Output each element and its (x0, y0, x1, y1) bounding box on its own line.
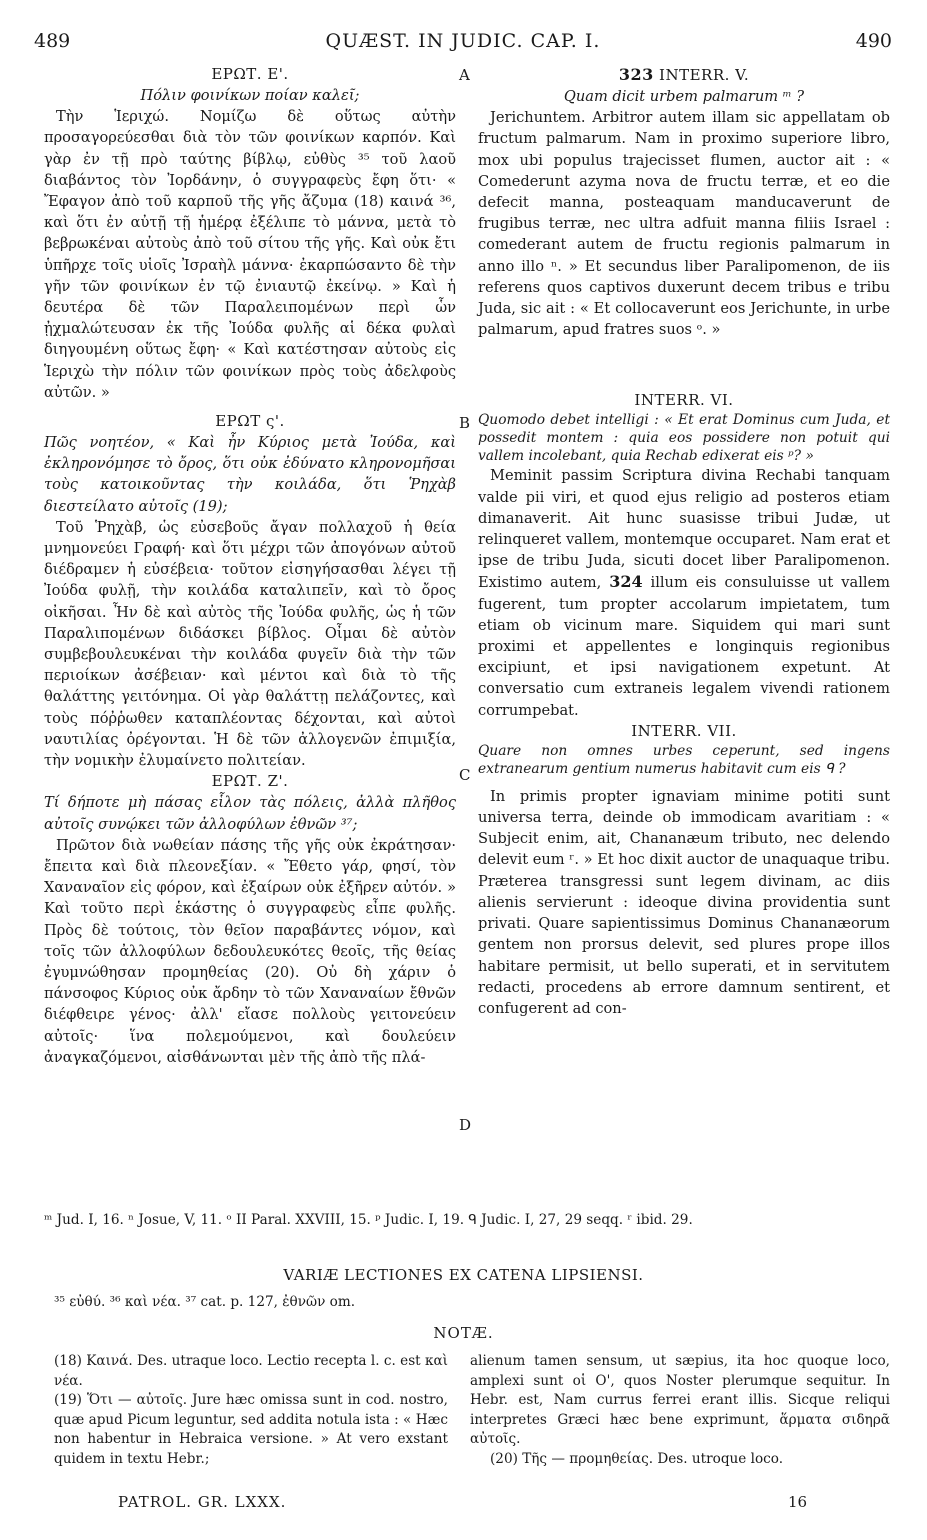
margin-letter-b: B (459, 414, 471, 432)
margin-letter-d: D (459, 1116, 472, 1134)
running-title: QUÆST. IN JUDIC. CAP. I. (325, 30, 601, 52)
scripture-references: ᵐ Jud. I, 16. ⁿ Josue, V, 11. ᵒ II Paral. XXVIII, 15. ᵖ Judic. I, 19. ᑫ Judic. I, 27, 29 seqq. ʳ ibid. 29. (44, 1212, 693, 1228)
signature-mark: 16 (788, 1493, 808, 1511)
margin-letter-a: A (459, 66, 470, 84)
greek-q5-answer: Τὴν Ἱεριχώ. Νομίζω δὲ οὕτως αὐτὴν προσαγορεύεσθαι διὰ τὸν τῶν φοινίκων καρπόν. Καὶ γὰρ ἐν τῇ πρὸ ταύτης βίβλῳ, εὐθὺς ³⁵ τοῦ λαοῦ διαβάντος τὸν Ἰορδάνην, ὁ συγγραφεὺς ἔφη ὅτι· « Ἔφαγον ἀπὸ τοῦ καρποῦ τῆς γῆς ἄζυμα (18) καινά ³⁶, καὶ ὅτι ἐν αὐτῇ τῇ ἡμέρᾳ ἐξέλιπε τὸ μάννα, μετὰ τὸ βεβρωκέναι αὐτοὺς ἀπὸ τοῦ σίτου τῆς γῆς. Καὶ οὐκ ἔτι ὑπῆρχε τοῖς υἱοῖς Ἰσραὴλ μάννα· ἐκαρπώσαντο δὲ τὴν γῆν τῶν φοινίκων ἐν τῷ ἐνιαυτῷ ἐκείνῳ. » Καὶ ἡ δευτέρα δὲ τῶν Παραλειπομένων περὶ ὧν ᾐχμαλώτευσαν ἐκ τῆς Ἰούδα φυλῆς αἱ δέκα φυλαὶ διηγουμένη οὕτως ἔφη· « Καὶ κατέστησαν αὐτοὺς εἰς Ἱεριχὼ τὴν πόλιν τῶν φοινίκων πρὸς τοὺς ἀδελφοὺς αὐτῶν. » (44, 108, 456, 401)
latin-q6-answer (478, 465, 890, 720)
column-number-323: 323 (618, 65, 654, 84)
greek-column (44, 64, 456, 1068)
page-number-left: 489 (34, 30, 71, 52)
notae-heading: NOTÆ. (433, 1324, 494, 1342)
latin-q5-question: Quam dicit urbem palmarum ᵐ ? (563, 88, 805, 105)
greek-q7-answer: Πρῶτον διὰ νωθείαν πάσης τῆς γῆς οὐκ ἐκράτησαν· ἔπειτα καὶ διὰ πλεονεξίαν. « Ἔθετο γάρ, φησί, τὸν Χαναναῖον εἰς φόρον, καὶ ἐξαίρων οὐκ ἐξῆρεν αὐτόν. » Καὶ τοῦτο περὶ ἑκάστης ὁ συγγραφεὺς εἶπε φυλῆς. Πρὸς δὲ τούτοις, τὸν θεῖον παραβάντες νόμον, καὶ τοῖς τῶν ἀλλοφύλων δεδουλευκότες θεοῖς, τῆς θείας ἐγυμνώθησαν προμηθείας (20). Οὐ δὴ χάριν ὁ πάνσοφος Κύριος οὐκ ἄρδην τὸ τῶν Χαναναίων ἔθνῶν διέφθειρε γένος· ἀλλ' εἴασε πολλοὺς γειτονεύειν αὐτοῖς· ἵνα πολεμούμενοι, καὶ δουλεύειν ἀναγκαζόμενοι, αἰσθάνωνται μὲν τῆς ἀπὸ τῆς πλά- (44, 836, 456, 1066)
margin-letter-c: C (459, 766, 471, 784)
series-footer: PATROL. GR. LXXX. (118, 1493, 287, 1511)
latin-q6-answer-part-2: illum eis consuluisse ut vallem fugerent, tum propter accolarum impietatem, tum etiam ob vicinum mare. Siquidem qui mari sunt proximi et appellentes e longinquis regionibus excipiunt, et ipsi navigationem expetunt. At conversatio cum extraneis legalem vivendi rationem corrumpebat. (478, 574, 890, 719)
running-head (34, 30, 892, 60)
variae-lectiones-line: ³⁵ εὐθύ. ³⁶ καὶ νέα. ³⁷ cat. p. 127, ἐθνῶν om. (54, 1294, 356, 1310)
latin-q7-answer: In primis propter ignaviam minime potiti sunt universa terra, deinde ob immodicam avaritiam : « Subjecit enim, ait, Chananæum tributo, nec delendo delevit eum ʳ. » Et hoc dixit auctor de unaquaque tribu. Præterea transgressi sunt legem divinam, ac diis alienis servierunt : ideoque divina providentia sunt privati. Quare sapientissimus Dominus Chananæorum gentem non prorsus delevit, sed plures prope illos habitare permisit, ut bello superati, et in servitutem redacti, procedens ab errore damnum sentirent, et confugerent ad con- (478, 787, 890, 1017)
latin-q6-answer-part-1: Meminit passim Scriptura divina Rechabi tanquam valde pii viri, et quod ejus religio ad posteros etiam dimanaverit. Ait hunc suasisse tribui Judæ, ut relinqueret vallem, montemque occuparet. Nam erat et ipse de tribu Juda, sicuti docet liber Paralipomenon. Existimo autem, (478, 467, 890, 592)
latin-q6-heading: INTERR. VI. (634, 391, 734, 410)
greek-q7-heading: ΕΡΩΤ. Ζ'. (211, 772, 289, 791)
column-number-324: 324 (609, 572, 643, 592)
greek-q6-heading: ΕΡΩΤ ς'. (215, 412, 285, 431)
latin-q5-heading: INTERR. V. (659, 66, 750, 84)
note-19: (19) Ὅτι — αὐτοῖς. Jure hæc omissa sunt in cod. nostro, quæ apud Picum leguntur, sed addita notula ista : « Hæc non habentur in Hebraica versione. » At vero exstant quidem in textu Hebr.; (54, 1392, 448, 1467)
notes-left-column (54, 1352, 448, 1469)
latin-q7-question: Quare non omnes urbes ceperunt, sed ingens extranearum gentium numerus habitavit cum eis ᑫ ? (478, 742, 890, 777)
latin-q7-heading: INTERR. VII. (631, 721, 737, 740)
latin-q5-heading-line (478, 64, 890, 86)
greek-q6-question: Πῶς νοητέον, « Καὶ ἦν Κύριος μετὰ Ἰούδα, καὶ ἐκληρονόμησε τὸ ὄρος, ὅτι οὐκ ἐδύνατο κληρονομῆσαι τοὺς κατοικοῦντας τὴν κοιλάδα, ὅτι Ῥηχὰβ διεστείλατο αὐτοῖς (19); (44, 434, 456, 515)
page-number-right: 490 (855, 30, 892, 52)
notes-right-column (470, 1352, 890, 1469)
greek-q6-answer: Τοῦ Ῥηχὰβ, ὡς εὐσεβοῦς ἄγαν πολλαχοῦ ἡ θεία μνημονεύει Γραφή· καὶ ὅτι μέχρι τῶν ἀπογόνων αὐτοῦ διέδραμεν ἡ εὐσέβεια· τοῦτον εἰσηγήσασθαι λέγει τῇ Ἰούδα φυλῇ, τὴν κοιλάδα καταλιπεῖν, καὶ τὸ ὄρος οἰκῆσαι. Ἦν δὲ καὶ αὐτὸς τῆς Ἰούδα φυλῆς, ὡς ἡ τῶν Παραλιπομένων διδάσκει βίβλος. Οἶμαι δὲ αὐτὸν συμβεβουλευκέναι τὴν κοιλάδα φυγεῖν διὰ τὴν τῶν περιοίκων ἀσέβειαν· καὶ μέντοι καὶ διὰ τὸ τῆς θαλάττης γειτόνημα. Οἱ γὰρ θαλάττῃ πελάζοντες, καὶ τοὺς πόῤῥωθεν καταπλέοντας δέχονται, καὶ αὐτοὶ ναυτιλίας ὀρέγονται. Ἡ δὲ τῶν ἀλλογενῶν ἐπιμιξία, τὴν νομικὴν ἐλυμαίνετο πολιτείαν. (44, 518, 456, 770)
greek-q5-heading: ΕΡΩΤ. Ε'. (211, 65, 289, 83)
variae-lectiones-heading: VARIÆ LECTIONES EX CATENA LIPSIENSI. (283, 1266, 644, 1284)
latin-q6-question: Quomodo debet intelligi : « Et erat Dominus cum Juda, et possedit montem : quia eos possidere non potuit qui vallem incolebant, quia Rechab edixerat eis ᵖ? » (478, 412, 890, 465)
greek-q7-question: Τί δήποτε μὴ πάσας εἷλον τὰς πόλεις, ἀλλὰ πλῆθος αὐτοῖς συνῴκει τῶν ἀλλοφύλων ἐθνῶν ³⁷; (44, 794, 456, 833)
latin-q5-answer: Jerichuntem. Arbitror autem illam sic appellatam ob fructum palmarum. Nam in proximo superiore libro, mox ubi populus trajecisset flumen, auctor ait : « Comederunt azyma nova de fructu terræ, et eo die defecit manna, posteaquam manducaverunt de frugibus terræ, nec ultra adfuit manna filiis Israel : comederant autem de fructu regionis palmarum in anno illo ⁿ. » Et secundus liber Paralipomenon, de iis referens quos captivos duxerunt decem tribus e tribu Juda, sic ait : « Et collocaverunt eos Jerichunte, in urbe palmarum, apud fratres suos ᵒ. » (478, 109, 890, 339)
note-19-continued: alienum tamen sensum, ut sæpius, ita hoc quoque loco, amplexi sunt οἱ Ο', quos Noster plerumque sequitur. In Hebr. est, Nam currus ferrei erant illis. Sicque reliqui interpretes Græci hæc bene exprimunt, ἅρματα σιδηρᾶ αὐτοῖς. (470, 1353, 890, 1447)
note-20: (20) Τῆς — προμηθείας. Des. utroque loco. (490, 1450, 784, 1467)
latin-column (478, 64, 890, 1019)
greek-q5-question: Πόλιν φοινίκων ποίαν καλεῖ; (140, 87, 360, 104)
note-18: (18) Καινά. Des. utraque loco. Lectio recepta l. c. est καὶ νέα. (54, 1353, 448, 1389)
